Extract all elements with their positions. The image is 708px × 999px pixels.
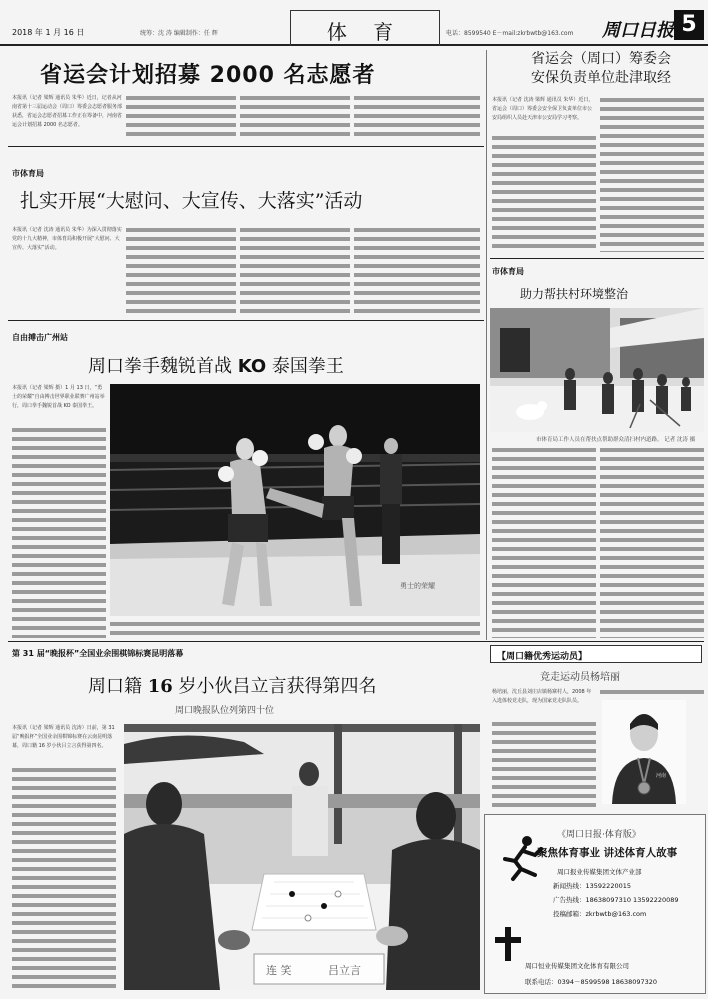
story5-headline-post: 岁小伙吕立言获得第四名 bbox=[172, 676, 377, 697]
lead-body-col-2 bbox=[126, 94, 236, 140]
athlete-box-label: 【周口籍优秀运动员】 bbox=[490, 645, 702, 663]
story3-body-bottom bbox=[110, 620, 480, 638]
column-divider bbox=[486, 50, 487, 640]
lead-body-col-4 bbox=[354, 94, 480, 140]
security-byline: 本报讯（记者 沈涛 梁辉 通讯员 朱华）近日，省运会（周口）筹委会安全保卫负责单位市公安局组织人员赴天津市公安局学习考察。 bbox=[492, 97, 594, 121]
story5-headline-num: 16 bbox=[147, 676, 173, 697]
issue-date: 2018 年 1 月 16 日 bbox=[12, 28, 85, 37]
promo-slogan: 聚焦体育事业 讲述体育人故事 bbox=[537, 847, 678, 859]
email-label: 投稿邮箱： bbox=[553, 910, 586, 918]
security-headline-line1: 省运会（周口）筹委会 bbox=[531, 51, 671, 67]
ad-label: 广告热线： bbox=[553, 896, 586, 904]
athlete-portrait bbox=[602, 700, 686, 804]
story4-body-col-2 bbox=[600, 446, 704, 638]
security-headline-line2: 安保负责单位赴津取经 bbox=[531, 70, 671, 86]
email-value: zkrbwtb@163.com bbox=[585, 910, 647, 918]
athlete-bio: 杨培丽，沈丘县刘庄店镇杨寨村人，2008 年入选体校竞走队，现为国家竞走队队员。 bbox=[492, 689, 592, 704]
page-number: 5 bbox=[674, 10, 704, 40]
email-row bbox=[553, 909, 646, 918]
story3-body bbox=[12, 426, 106, 638]
ad-row bbox=[553, 895, 679, 904]
kickboxing-photo bbox=[110, 384, 480, 616]
editors-line: 统筹：沈 涛 编辑制作：任 辉 bbox=[140, 30, 218, 37]
promo-tel-label: 联系电话： bbox=[525, 978, 558, 986]
promo-box bbox=[484, 814, 706, 994]
story3-headline-pre: 周口拳手魏锐首战 bbox=[88, 356, 238, 377]
story5-headline bbox=[88, 672, 377, 698]
story4-body-col-1 bbox=[492, 446, 596, 638]
contact-line: 电话：8599540 E－mail:zkrbwtb@163.com bbox=[446, 30, 574, 37]
hotline-value: 13592220015 bbox=[585, 882, 631, 890]
story5-kicker: 第 31 届“晚报杯”全国业余围棋锦标赛昆明落幕 bbox=[12, 649, 184, 658]
security-headline bbox=[496, 50, 706, 88]
story2-body-col-4 bbox=[354, 226, 480, 314]
story2-body-col-3 bbox=[240, 226, 350, 314]
athlete-box-title: 竞走运动员杨培丽 bbox=[540, 672, 620, 683]
ad-value: 18638097310 13592220089 bbox=[585, 896, 679, 904]
divider bbox=[8, 146, 484, 147]
lead-body-col-3 bbox=[240, 94, 350, 140]
divider bbox=[8, 320, 484, 321]
newspaper-logo: 周口日报 bbox=[602, 20, 674, 41]
athlete-portrait-art bbox=[602, 700, 686, 804]
story5-subhead: 周口晚报队位列第四十位 bbox=[175, 706, 275, 716]
athlete-body-top-2 bbox=[600, 688, 704, 696]
story5-headline-pre: 周口籍 bbox=[88, 676, 148, 697]
story4-headline: 助力帮扶村环境整治 bbox=[520, 287, 629, 301]
divider bbox=[8, 641, 704, 642]
security-body-col-2 bbox=[600, 96, 704, 252]
story3-byline: 本报讯（记者 梁辉 摄）1 月 13 日，“勇士的荣耀”自由搏击世界职业联赛广州站举行，周口拳手魏锐首战 KO 泰国拳王。 bbox=[12, 385, 105, 409]
story3-headline bbox=[88, 352, 344, 378]
promo-title: 《周口日报·体育版》 bbox=[557, 830, 641, 840]
kickboxing-photo-art bbox=[110, 384, 480, 616]
promo-company: 周口恒业传媒集团文化体育有限公司 bbox=[525, 962, 629, 970]
story4-caption: 市体育局工作人员在帮扶点帮助群众清扫村内道路。 记者 沈涛 摄 bbox=[536, 437, 696, 443]
village-cleanup-photo-art bbox=[490, 308, 704, 432]
promo-org: 周口报业传媒集团文体产业部 bbox=[557, 868, 642, 876]
security-body-col-1 bbox=[492, 134, 596, 252]
athlete-body-col-1 bbox=[492, 720, 596, 810]
story4-kicker: 市体育局 bbox=[492, 267, 524, 276]
lead-byline: 本报讯（记者 梁辉 通讯员 朱华）近日，记者从河南省第十三届运动会（周口）筹委会志愿者服务部获悉，省运会志愿者招募工作正在筹备中，河南省运会计划招募 2000 名志愿者。 bbox=[12, 95, 122, 128]
story3-headline-post: 泰国拳王 bbox=[266, 356, 344, 377]
cross-icon bbox=[495, 927, 521, 961]
section-title: 体 育 bbox=[290, 10, 440, 46]
story2-body-col-2 bbox=[126, 226, 236, 314]
story2-headline: 扎实开展“大慰问、大宣传、大落实”活动 bbox=[20, 190, 363, 212]
story5-byline: 本报讯（记者 梁辉 通讯员 沈涛）日前，第 31 届“晚报杯”全国业余围棋锦标赛在云南昆明落幕，周口籍 16 岁小伙吕立言获得第四名。 bbox=[12, 725, 115, 749]
story2-kicker: 市体育局 bbox=[12, 169, 44, 178]
story2-byline: 本报讯（记者 沈涛 通讯员 朱华）为深入贯彻落实党的十九大精神，市体育局积极开展“大慰问、大宣传、大落实”活动。 bbox=[12, 227, 122, 251]
story3-kicker: 自由搏击广州站 bbox=[12, 333, 68, 342]
name-sign-2: 吕立言 bbox=[328, 964, 361, 977]
lead-headline: 省运会计划招募 2000 名志愿者 bbox=[40, 63, 376, 88]
hotline-row bbox=[553, 881, 631, 890]
divider bbox=[490, 258, 704, 259]
svg-text:勇士的荣耀: 勇士的荣耀 bbox=[400, 582, 435, 590]
village-cleanup-photo bbox=[490, 308, 704, 432]
promo-tel-value: 0394－8599598 18638097320 bbox=[557, 978, 658, 986]
name-sign-1: 连 笑 bbox=[266, 964, 292, 977]
go-match-photo-art bbox=[124, 724, 480, 990]
hotline-label: 新闻热线： bbox=[553, 882, 586, 890]
page-header bbox=[0, 0, 708, 46]
go-match-photo bbox=[124, 724, 480, 990]
story5-body bbox=[12, 766, 116, 992]
promo-tel-row bbox=[525, 977, 657, 986]
story3-headline-ko: KO bbox=[237, 356, 267, 377]
jersey-text: 河南 bbox=[656, 773, 667, 779]
